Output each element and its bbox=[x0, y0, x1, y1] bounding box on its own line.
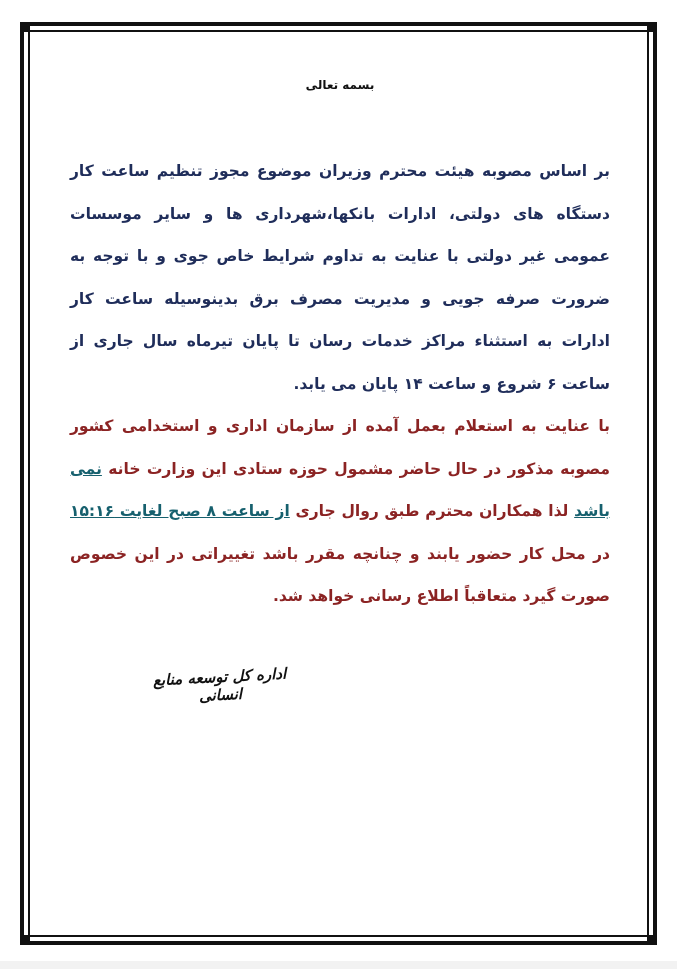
paragraph-headquarters-exception bbox=[70, 405, 610, 618]
working-hours-phrase: از ساعت ۸ صبح لغایت ۱۵:۱۶ bbox=[70, 502, 290, 520]
border-corner-top-left bbox=[20, 22, 30, 32]
document-heading: بسمه تعالی bbox=[305, 78, 375, 92]
not-applicable-phrase: نمی باشد bbox=[70, 459, 610, 520]
paragraph-working-hours-decree: بر اساس مصوبه هیئت محترم وزیران موضوع مجوز تنظیم ساعت کار دستگاه های دولتی، ادارات بانکها،شهرداری ها و سایر موسسات عمومی غیر دولتی با عنایت به تداوم شرایط خاص جوی و با توجه به ضرورت صرفه جویی و مدیریت مصرف برق بدینوسیله ساعت کار ادارات به استثناء مراکز خدمات رسان تا پایان تیرماه سال جاری از ساعت ۶ شروع و ساعت ۱۴ پایان می یابد. bbox=[70, 162, 610, 393]
paragraph2-text-start: با عنایت به استعلام بعمل آمده از سازمان اداری و استخدامی کشور مصوبه مذکور در حال حاضر مشمول حوزه ستادی این وزارت خانه bbox=[70, 417, 610, 478]
border-corner-bottom-left bbox=[20, 935, 30, 945]
paragraph2-text-end: در محل کار حضور یابند و چنانچه مقرر باشد تغییراتی در این خصوص صورت گیرد متعاقباً اطلاع رسانی خواهد شد. bbox=[70, 544, 610, 605]
border-corner-top-right bbox=[647, 22, 657, 32]
scan-bottom-edge bbox=[0, 961, 677, 969]
border-corner-bottom-right bbox=[647, 935, 657, 945]
paragraph2-text-mid: لذا همکاران محترم طبق روال جاری bbox=[289, 502, 575, 520]
signature-hr-department: اداره کل توسعه منابع انسانی bbox=[152, 664, 287, 706]
letter-body bbox=[70, 70, 610, 618]
